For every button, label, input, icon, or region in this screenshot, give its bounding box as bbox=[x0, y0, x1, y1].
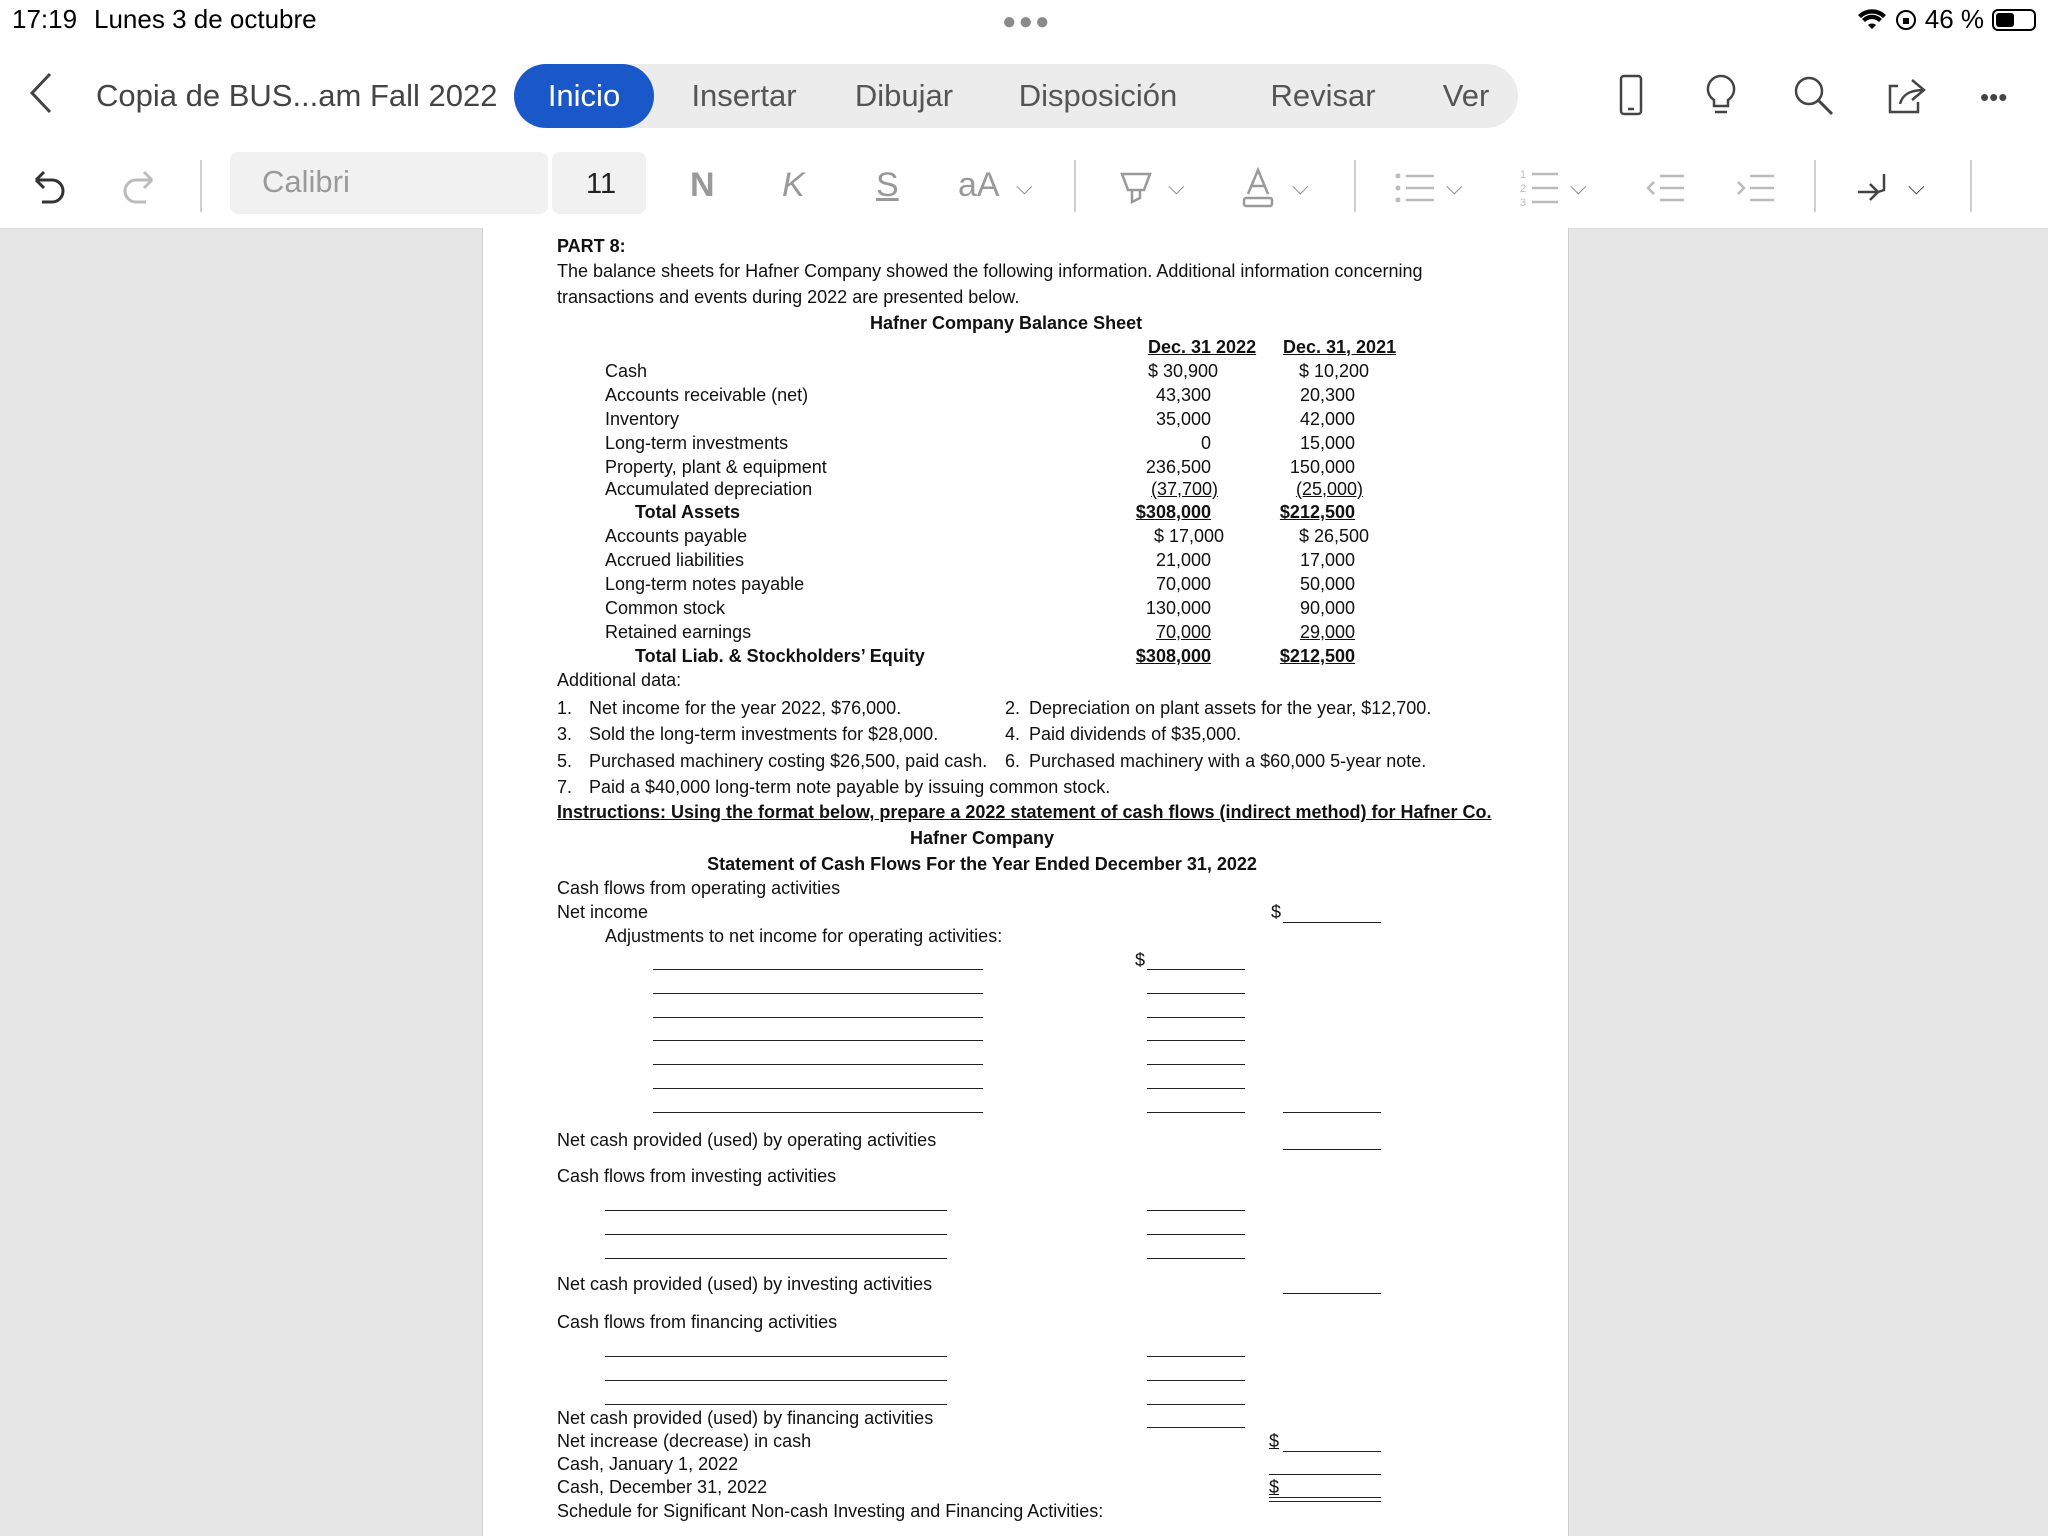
answer-blank[interactable] bbox=[1283, 1451, 1381, 1452]
row-label: Total Liab. & Stockholders’ Equity bbox=[635, 646, 925, 666]
additional-data-heading: Additional data: bbox=[557, 670, 682, 690]
mobile-view-icon[interactable] bbox=[1608, 72, 1654, 118]
font-size: 11 bbox=[586, 168, 617, 200]
battery-percent: 46 % bbox=[1924, 4, 1984, 34]
item-number: 5. bbox=[557, 751, 573, 771]
multitasking-dots-icon[interactable]: ●●● bbox=[1002, 8, 1052, 35]
tab-inicio[interactable]: Inicio bbox=[514, 64, 654, 128]
increase-indent-icon[interactable] bbox=[1734, 170, 1776, 206]
answer-blank[interactable] bbox=[1147, 1258, 1245, 1259]
answer-blank[interactable] bbox=[1269, 1474, 1381, 1475]
net-operating-label: Net cash provided (used) by operating activities bbox=[557, 1130, 937, 1150]
row-value-2022: $ 17,000 bbox=[1154, 526, 1225, 546]
search-icon[interactable] bbox=[1790, 72, 1836, 118]
row-value-2022: $308,000 bbox=[1135, 502, 1211, 522]
cash-january-label: Cash, January 1, 2022 bbox=[557, 1454, 739, 1474]
font-case-button[interactable]: aA bbox=[958, 166, 1000, 204]
chevron-down-icon[interactable]: ⌵ bbox=[1570, 174, 1587, 199]
row-value-2021: 42,000 bbox=[1299, 409, 1355, 429]
dollar-sign: $ bbox=[1269, 1477, 1280, 1497]
answer-blank[interactable] bbox=[1147, 1088, 1245, 1089]
toolbar-divider bbox=[1970, 160, 1972, 212]
row-label: Long-term investments bbox=[605, 433, 789, 453]
cash-december-label: Cash, December 31, 2022 bbox=[557, 1477, 768, 1497]
row-label: Long-term notes payable bbox=[605, 574, 805, 594]
item-number: 2. bbox=[1005, 698, 1021, 718]
answer-blank[interactable] bbox=[1147, 993, 1245, 994]
answer-blank[interactable] bbox=[605, 1234, 947, 1235]
bold-button[interactable]: N bbox=[690, 166, 715, 204]
answer-blank[interactable] bbox=[653, 1040, 983, 1041]
answer-blank[interactable] bbox=[1147, 1064, 1245, 1065]
net-investing-label: Net cash provided (used) by investing activities bbox=[557, 1274, 933, 1294]
row-value-2021: 90,000 bbox=[1299, 598, 1355, 618]
row-value-2022: 130,000 bbox=[1145, 598, 1211, 618]
chevron-down-icon[interactable]: ⌵ bbox=[1016, 174, 1033, 199]
answer-blank[interactable] bbox=[653, 1112, 983, 1113]
row-label: Cash bbox=[605, 361, 648, 381]
answer-blank-double bbox=[1269, 1501, 1381, 1502]
item-number: 3. bbox=[557, 724, 573, 744]
column-header-2021: Dec. 31, 2021 bbox=[1283, 337, 1397, 357]
item-number: 7. bbox=[557, 777, 573, 797]
chevron-down-icon[interactable]: ⌵ bbox=[1908, 174, 1925, 199]
row-value-2021: 15,000 bbox=[1299, 433, 1355, 453]
font-color-icon[interactable] bbox=[1238, 166, 1278, 210]
answer-blank[interactable] bbox=[1147, 1040, 1245, 1041]
item-text: Paid dividends of $35,000. bbox=[1029, 724, 1242, 744]
investing-heading: Cash flows from investing activities bbox=[557, 1166, 837, 1186]
toolbar-divider bbox=[1074, 160, 1076, 212]
ribbon-tabs bbox=[514, 64, 1518, 128]
svg-text:2: 2 bbox=[1520, 183, 1527, 195]
intro-line-2: transactions and events during 2022 are presented below. bbox=[557, 287, 1020, 307]
row-value-2022: $308,000 bbox=[1135, 646, 1211, 666]
document-title[interactable]: Copia de BUS...am Fall 2022 bbox=[96, 78, 498, 113]
battery-icon bbox=[1992, 9, 2036, 31]
row-value-2021: (25,000) bbox=[1295, 479, 1363, 499]
answer-blank[interactable] bbox=[1147, 1017, 1245, 1018]
chevron-down-icon[interactable]: ⌵ bbox=[1446, 174, 1463, 199]
row-value-2021: 50,000 bbox=[1299, 574, 1355, 594]
highlight-icon[interactable] bbox=[1114, 168, 1158, 208]
net-increase-label: Net increase (decrease) in cash bbox=[557, 1431, 812, 1451]
row-label: Accumulated depreciation bbox=[605, 479, 813, 499]
dollar-sign: $ bbox=[1271, 902, 1282, 922]
row-label: Common stock bbox=[605, 598, 726, 618]
back-chevron-icon[interactable] bbox=[22, 68, 62, 118]
answer-blank[interactable] bbox=[1283, 1149, 1381, 1150]
tab-disposicion[interactable]: Disposición bbox=[1018, 78, 1178, 113]
answer-blank[interactable] bbox=[605, 1404, 947, 1405]
redo-icon[interactable] bbox=[118, 164, 160, 210]
answer-blank[interactable] bbox=[1147, 1427, 1245, 1428]
answer-blank[interactable] bbox=[1147, 1234, 1245, 1235]
document-body bbox=[483, 228, 1568, 1536]
row-label: Property, plant & equipment bbox=[605, 457, 827, 477]
toolbar-divider bbox=[1354, 160, 1356, 212]
dollar-sign: $ bbox=[1135, 950, 1146, 970]
answer-blank[interactable] bbox=[605, 1258, 947, 1259]
answer-blank[interactable] bbox=[1269, 1497, 1381, 1498]
operating-heading: Cash flows from operating activities bbox=[557, 878, 841, 898]
row-value-2022: 21,000 bbox=[1155, 550, 1211, 570]
item-number: 1. bbox=[557, 698, 573, 718]
net-income-label: Net income bbox=[557, 902, 649, 922]
column-header-2022: Dec. 31 2022 bbox=[1148, 337, 1257, 357]
balance-sheet-title: Hafner Company Balance Sheet bbox=[870, 313, 1143, 333]
title-bar bbox=[0, 44, 2048, 148]
answer-blank[interactable] bbox=[1283, 1293, 1381, 1294]
answer-blank[interactable] bbox=[1147, 1404, 1245, 1405]
font-name: Calibri bbox=[262, 164, 350, 199]
answer-blank[interactable] bbox=[1147, 969, 1245, 970]
row-value-2021: $ 26,500 bbox=[1299, 526, 1370, 546]
answer-blank[interactable] bbox=[653, 1064, 983, 1065]
row-value-2022: $ 30,900 bbox=[1148, 361, 1219, 381]
adjustments-label: Adjustments to net income for operating activities: bbox=[605, 926, 1003, 946]
item-text: Net income for the year 2022, $76,000. bbox=[589, 698, 902, 718]
answer-blank[interactable] bbox=[605, 1380, 947, 1381]
toolbar-divider bbox=[1814, 160, 1816, 212]
tab-ver[interactable]: Ver bbox=[1442, 78, 1490, 113]
bullet-list-icon[interactable] bbox=[1394, 170, 1436, 206]
schedule-label: Schedule for Significant Non-cash Investing and Financing Activities: bbox=[557, 1501, 1104, 1521]
answer-blank[interactable] bbox=[653, 1088, 983, 1089]
decrease-indent-icon[interactable] bbox=[1644, 170, 1686, 206]
answer-blank[interactable] bbox=[653, 1017, 983, 1018]
answer-blank[interactable] bbox=[653, 993, 983, 994]
dollar-sign: $ bbox=[1269, 1431, 1280, 1451]
row-value-2022: (37,700) bbox=[1150, 479, 1218, 499]
financing-heading: Cash flows from financing activities bbox=[557, 1312, 838, 1332]
row-label: Accrued liabilities bbox=[605, 550, 745, 570]
answer-blank[interactable] bbox=[1147, 1112, 1245, 1113]
status-time: 17:19 bbox=[12, 4, 78, 34]
answer-blank[interactable] bbox=[1147, 1210, 1245, 1211]
italic-button[interactable]: K bbox=[782, 166, 805, 204]
part-heading: PART 8: bbox=[557, 236, 626, 256]
font-size-box[interactable] bbox=[552, 152, 646, 214]
row-value-2022: 70,000 bbox=[1155, 574, 1211, 594]
row-value-2021: 150,000 bbox=[1289, 457, 1355, 477]
row-value-2021: 20,300 bbox=[1299, 385, 1355, 405]
item-text: Depreciation on plant assets for the year, $12,700. bbox=[1029, 698, 1432, 718]
status-date: Lunes 3 de octubre bbox=[94, 4, 317, 34]
row-value-2021: $212,500 bbox=[1279, 646, 1355, 666]
lightbulb-icon[interactable] bbox=[1698, 72, 1744, 118]
tab-revisar[interactable]: Revisar bbox=[1270, 78, 1376, 113]
instructions: Instructions: Using the format below, prepare a 2022 statement of cash flows (indirect method) for Hafner Co. bbox=[557, 802, 1492, 822]
answer-blank[interactable] bbox=[1147, 1356, 1245, 1357]
row-value-2021: 29,000 bbox=[1299, 622, 1355, 642]
item-number: 6. bbox=[1005, 751, 1021, 771]
undo-icon[interactable] bbox=[28, 164, 70, 210]
answer-blank[interactable] bbox=[605, 1210, 947, 1211]
answer-blank[interactable] bbox=[1283, 1112, 1381, 1113]
answer-blank[interactable] bbox=[1283, 922, 1381, 923]
row-value-2022: 236,500 bbox=[1145, 457, 1211, 477]
orientation-lock-icon bbox=[1895, 9, 1917, 31]
row-value-2022: 35,000 bbox=[1155, 409, 1211, 429]
svg-text:1: 1 bbox=[1520, 169, 1527, 181]
row-value-2021: $212,500 bbox=[1279, 502, 1355, 522]
row-value-2022: 43,300 bbox=[1155, 385, 1211, 405]
item-text: Paid a $40,000 long-term note payable by issuing common stock. bbox=[589, 777, 1111, 797]
row-label: Inventory bbox=[605, 409, 680, 429]
intro-line-1: The balance sheets for Hafner Company showed the following information. Additional information concerning bbox=[557, 261, 1423, 281]
item-text: Sold the long-term investments for $28,000. bbox=[589, 724, 939, 744]
row-label: Accounts receivable (net) bbox=[605, 385, 809, 405]
row-value-2021: $ 10,200 bbox=[1299, 361, 1370, 381]
row-label: Total Assets bbox=[635, 502, 741, 522]
row-value-2022: 0 bbox=[1200, 433, 1211, 453]
row-label: Retained earnings bbox=[605, 622, 752, 642]
cash-flow-title: Statement of Cash Flows For the Year Ended December 31, 2022 bbox=[707, 854, 1257, 874]
cash-flow-company: Hafner Company bbox=[909, 828, 1055, 848]
tab-dibujar[interactable]: Dibujar bbox=[854, 78, 954, 113]
chevron-down-icon[interactable]: ⌵ bbox=[1292, 174, 1309, 199]
answer-blank[interactable] bbox=[605, 1356, 947, 1357]
more-options-icon[interactable]: ••• bbox=[1980, 82, 2008, 112]
item-text: Purchased machinery costing $26,500, paid cash. bbox=[589, 751, 988, 771]
underline-button[interactable]: S bbox=[876, 166, 899, 204]
svg-text:3: 3 bbox=[1520, 197, 1527, 209]
net-financing-label: Net cash provided (used) by financing activities bbox=[557, 1408, 934, 1428]
wifi-icon bbox=[1857, 9, 1887, 31]
status-bar bbox=[0, 0, 2048, 44]
paragraph-marks-icon[interactable] bbox=[1854, 168, 1898, 208]
item-text: Purchased machinery with a $60,000 5-year note. bbox=[1029, 751, 1427, 771]
font-name-box[interactable] bbox=[230, 152, 548, 214]
row-value-2022: 70,000 bbox=[1155, 622, 1211, 642]
toolbar-divider bbox=[200, 160, 202, 212]
document-page[interactable] bbox=[482, 228, 1569, 1536]
answer-blank[interactable] bbox=[653, 969, 983, 970]
answer-blank[interactable] bbox=[1147, 1380, 1245, 1381]
share-icon[interactable] bbox=[1884, 72, 1930, 118]
numbered-list-icon[interactable] bbox=[1518, 166, 1560, 210]
tab-insertar[interactable]: Insertar bbox=[691, 78, 797, 113]
row-label: Accounts payable bbox=[605, 526, 748, 546]
chevron-down-icon[interactable]: ⌵ bbox=[1168, 174, 1185, 199]
row-value-2021: 17,000 bbox=[1299, 550, 1355, 570]
item-number: 4. bbox=[1005, 724, 1021, 744]
